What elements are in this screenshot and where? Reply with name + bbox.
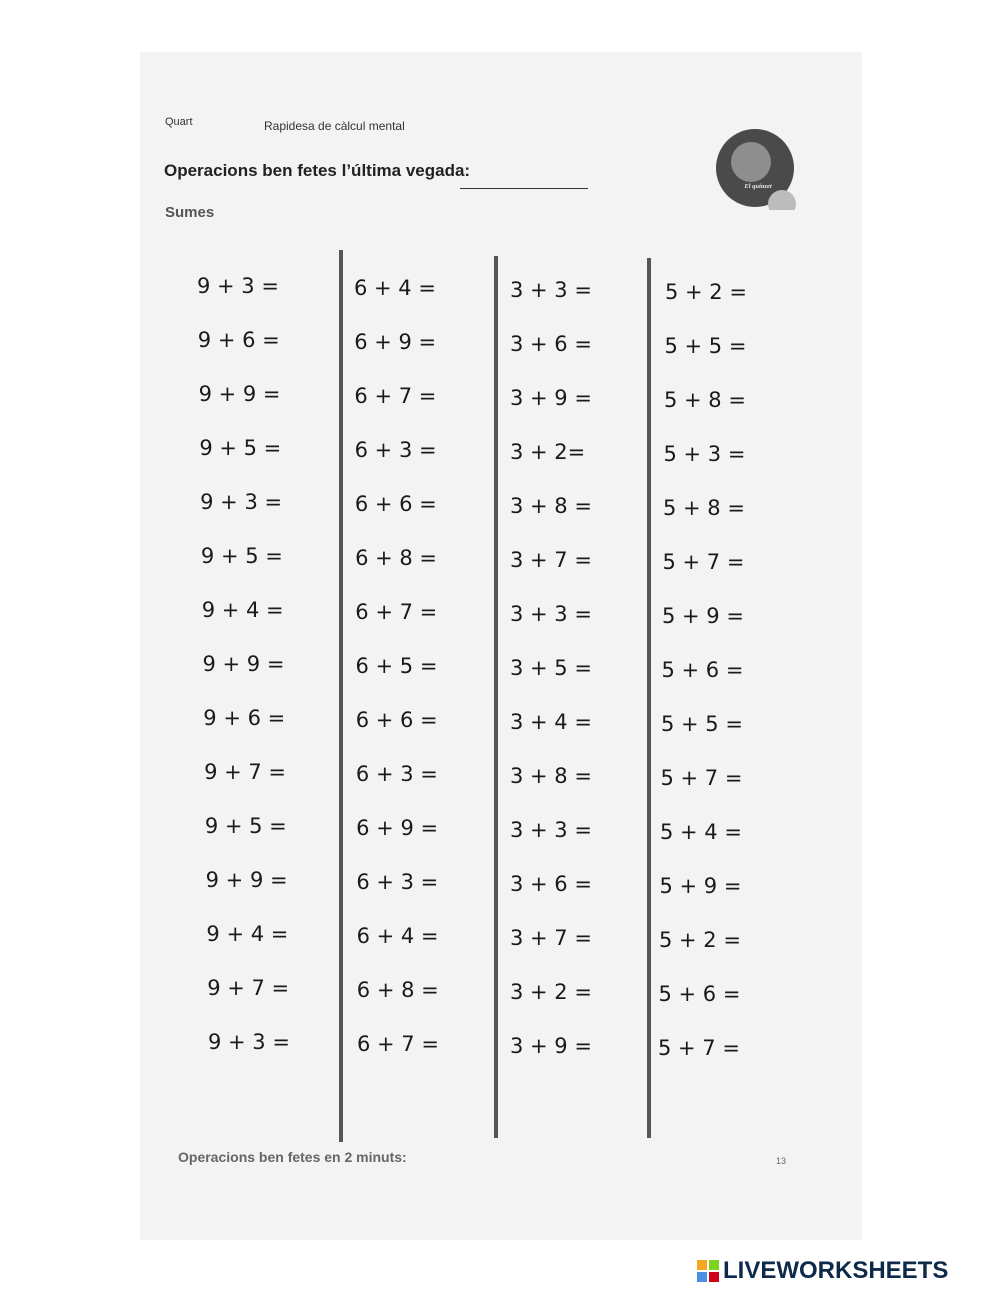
- addition-problem: 3 + 9 =: [510, 1034, 592, 1058]
- grade-label: Quart: [165, 116, 193, 128]
- addition-problem: 5 + 2 =: [659, 928, 741, 952]
- addition-problem: 9 + 6 =: [197, 328, 280, 352]
- footer-label: Operacions ben fetes en 2 minuts:: [178, 1149, 407, 1165]
- addition-problem: 6 + 3 =: [356, 870, 439, 894]
- addition-problem: 5 + 7 =: [658, 1036, 740, 1060]
- addition-problem: 5 + 4 =: [660, 820, 742, 844]
- addition-problem: 3 + 3 =: [510, 602, 592, 626]
- addition-problem: 3 + 7 =: [510, 548, 592, 572]
- addition-problem: 6 + 7 =: [354, 384, 437, 408]
- page-number: 13: [776, 1156, 787, 1166]
- addition-problem: 9 + 5 =: [200, 544, 283, 568]
- column-divider: [494, 256, 498, 1138]
- logo-text: El quinzet: [744, 183, 772, 190]
- column-divider: [647, 258, 651, 1138]
- addition-problem: 3 + 6 =: [510, 332, 592, 356]
- addition-problem: 9 + 5 =: [204, 814, 287, 838]
- addition-problem: 9 + 9 =: [198, 382, 281, 406]
- liveworksheets-brand: [697, 1257, 948, 1285]
- addition-problem: 6 + 7 =: [355, 600, 438, 624]
- addition-problem: 6 + 5 =: [355, 654, 438, 678]
- section-title: Sumes: [165, 204, 215, 221]
- addition-problem: 3 + 8 =: [510, 494, 592, 518]
- addition-problem: 5 + 6 =: [658, 982, 741, 1006]
- liveworksheets-logo-icon: [697, 1260, 719, 1282]
- addition-problem: 5 + 2 =: [665, 280, 747, 304]
- addition-problem: 6 + 6 =: [355, 708, 438, 732]
- column-divider: [339, 250, 343, 1142]
- addition-problem: 6 + 4 =: [356, 924, 439, 948]
- addition-problem: 6 + 8 =: [356, 978, 439, 1002]
- addition-problem: 3 + 2=: [510, 440, 586, 464]
- addition-problem: 6 + 4 =: [354, 276, 436, 300]
- addition-problem: 9 + 7 =: [204, 760, 287, 784]
- addition-problem: 3 + 8 =: [510, 764, 592, 788]
- addition-problem: 9 + 7 =: [207, 976, 290, 1000]
- addition-problem: 5 + 8 =: [664, 388, 746, 412]
- addition-problem: 9 + 3 =: [200, 490, 283, 514]
- addition-problem: 3 + 2 =: [510, 980, 592, 1004]
- addition-problem: 3 + 3 =: [510, 818, 592, 842]
- addition-problem: 5 + 6 =: [661, 658, 744, 682]
- addition-problem: 6 + 7 =: [357, 1032, 439, 1056]
- addition-problem: 5 + 7 =: [662, 550, 745, 574]
- addition-problem: 6 + 9 =: [356, 816, 439, 840]
- addition-problem: 5 + 3 =: [663, 442, 746, 466]
- addition-problem: 6 + 6 =: [354, 492, 437, 516]
- addition-problem: 9 + 6 =: [203, 706, 286, 730]
- addition-problem: 3 + 9 =: [510, 386, 592, 410]
- addition-problem: 6 + 9 =: [354, 330, 437, 354]
- addition-problem: 5 + 9 =: [659, 874, 742, 898]
- addition-problem: 3 + 3 =: [510, 278, 592, 302]
- el-quinzet-logo: [716, 128, 798, 210]
- addition-problem: 9 + 9 =: [205, 868, 288, 892]
- addition-problem: 6 + 3 =: [354, 438, 437, 462]
- addition-problem: 3 + 5 =: [510, 656, 592, 680]
- addition-problem: 6 + 3 =: [355, 762, 438, 786]
- addition-problem: 3 + 4 =: [510, 710, 592, 734]
- addition-problem: 5 + 8 =: [663, 496, 745, 520]
- subject-label: Rapidesa de càlcul mental: [264, 119, 405, 133]
- addition-problem: 6 + 8 =: [355, 546, 438, 570]
- addition-problem: 5 + 7 =: [660, 766, 743, 790]
- addition-problem: 5 + 9 =: [662, 604, 744, 628]
- addition-problem: 3 + 6 =: [510, 872, 592, 896]
- addition-problem: 5 + 5 =: [661, 712, 743, 736]
- addition-problem: 9 + 3 =: [197, 274, 279, 298]
- addition-problem: 9 + 9 =: [202, 652, 285, 676]
- addition-problem: 9 + 5 =: [199, 436, 282, 460]
- worksheet-page: [140, 52, 862, 1240]
- last-time-label: Operacions ben fetes l’última vegada:: [164, 161, 471, 180]
- addition-problem: 5 + 5 =: [664, 334, 747, 358]
- addition-problem: 9 + 4 =: [201, 598, 284, 622]
- addition-problem: 9 + 4 =: [206, 922, 289, 946]
- last-time-answer-line: [460, 188, 588, 189]
- addition-problem: 9 + 3 =: [208, 1030, 290, 1054]
- addition-problem: 3 + 7 =: [510, 926, 592, 950]
- brand-text: LIVEWORKSHEETS: [723, 1257, 949, 1284]
